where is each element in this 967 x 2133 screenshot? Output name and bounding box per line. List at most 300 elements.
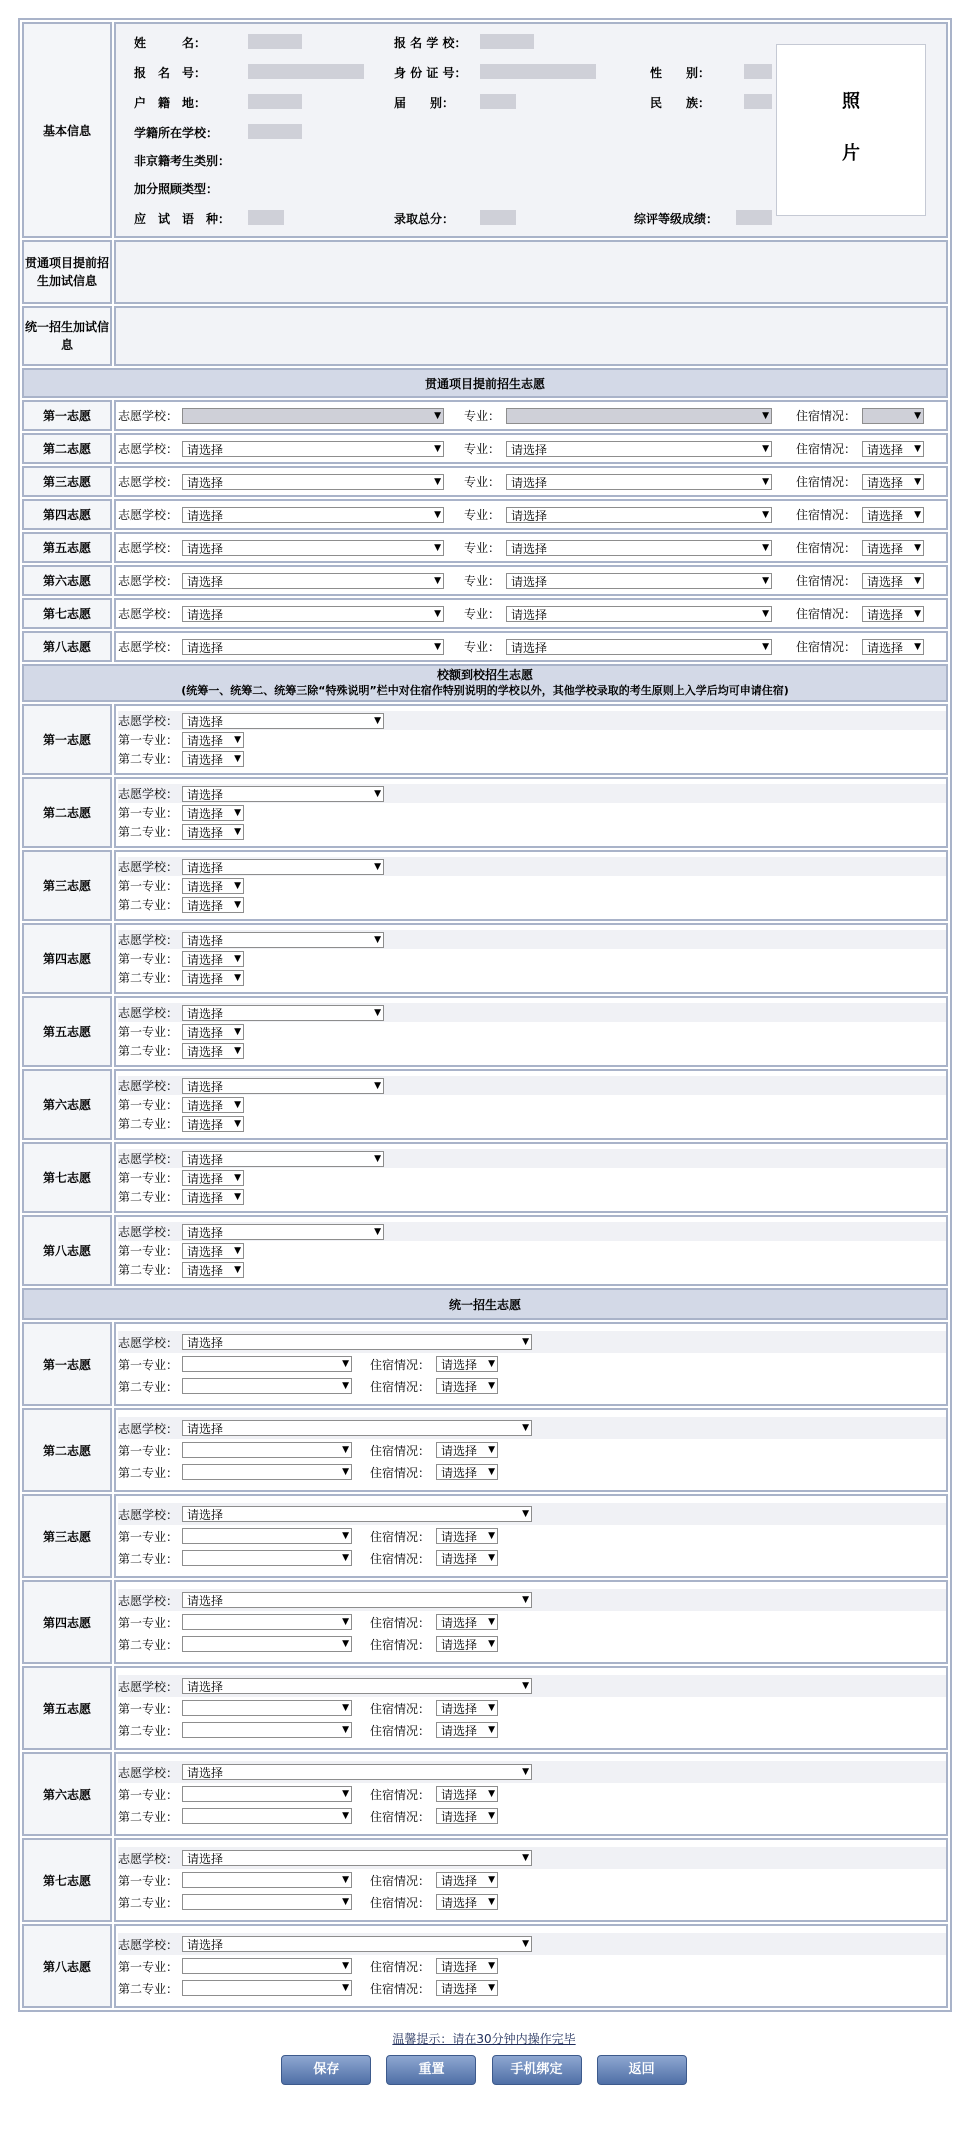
major-field-label: 专业： xyxy=(464,475,501,489)
major1-select[interactable] xyxy=(182,1528,352,1544)
chevron-down-icon: ▼ xyxy=(488,1725,496,1735)
lodging2-select-value: 请选择 xyxy=(441,1896,478,1910)
school-field-label: 志愿学校： xyxy=(118,1937,179,1952)
lodging-field-label: 住宿情况： xyxy=(370,1723,431,1738)
lodging2-select[interactable] xyxy=(436,1980,498,1996)
lodging1-select-value: 请选择 xyxy=(441,1960,478,1974)
chevron-down-icon: ▼ xyxy=(762,608,770,619)
major-select[interactable] xyxy=(506,606,772,622)
chevron-down-icon: ▼ xyxy=(234,753,242,764)
chevron-down-icon: ▼ xyxy=(488,1983,496,1993)
major-field-label: 专业： xyxy=(464,409,501,423)
lodging2-select[interactable] xyxy=(436,1378,498,1394)
school-select-value: 请选择 xyxy=(187,1336,224,1350)
lodging1-select[interactable] xyxy=(436,1700,498,1716)
major-select[interactable] xyxy=(506,540,772,556)
school-select-value: 请选择 xyxy=(187,1006,224,1021)
chevron-down-icon: ▼ xyxy=(522,1423,530,1433)
major1-field-label: 第一专业： xyxy=(118,1244,179,1258)
lodging2-select[interactable] xyxy=(436,1464,498,1480)
lodging-field-label: 住宿情况： xyxy=(370,1379,431,1394)
lodging-select[interactable] xyxy=(862,408,924,424)
chevron-down-icon: ▼ xyxy=(342,1789,350,1799)
school-select[interactable] xyxy=(182,1224,384,1240)
major-field-label: 专业： xyxy=(464,442,501,456)
unified-choice-content xyxy=(114,1494,948,1578)
reg-no-value-masked xyxy=(248,64,364,79)
school-select-value: 请选择 xyxy=(187,1680,224,1694)
lodging1-select[interactable] xyxy=(436,1614,498,1630)
major1-field-label: 第一专业： xyxy=(118,1443,179,1458)
major2-field-label: 第二专业： xyxy=(118,752,179,766)
school-select[interactable] xyxy=(182,1506,532,1522)
lodging-field-label: 住宿情况： xyxy=(370,1357,431,1372)
school-field-label: 志愿学校： xyxy=(118,787,179,801)
major1-select[interactable] xyxy=(182,1243,244,1259)
school-field-label: 志愿学校： xyxy=(118,1851,179,1866)
chevron-down-icon: ▼ xyxy=(762,641,770,652)
major1-select[interactable] xyxy=(182,1614,352,1630)
major2-select[interactable] xyxy=(182,1043,244,1059)
major-field-label: 专业： xyxy=(464,508,501,522)
chevron-down-icon: ▼ xyxy=(342,1445,350,1455)
major-field-label: 专业： xyxy=(464,574,501,588)
chevron-down-icon: ▼ xyxy=(762,443,770,454)
major-select[interactable] xyxy=(506,408,772,424)
major1-field-label: 第一专业： xyxy=(118,1171,179,1185)
grade-label: 综评等级成绩： xyxy=(634,212,719,226)
major1-select-value: 请选择 xyxy=(187,1171,224,1186)
major1-select[interactable] xyxy=(182,1097,244,1113)
chevron-down-icon: ▼ xyxy=(234,1264,242,1275)
school-choice-row xyxy=(22,1069,948,1140)
school-select[interactable] xyxy=(182,1936,532,1952)
lodging2-select[interactable] xyxy=(436,1894,498,1910)
chevron-down-icon: ▼ xyxy=(342,1553,350,1563)
unified-test-label: 统一招生加试信息 xyxy=(22,306,112,366)
school-select-value: 请选择 xyxy=(187,1766,224,1780)
school-select-value: 请选择 xyxy=(187,860,224,875)
lodging2-select-value: 请选择 xyxy=(441,1638,478,1652)
major2-select[interactable] xyxy=(182,1464,352,1480)
chevron-down-icon: ▼ xyxy=(434,608,442,619)
school-field-label: 志愿学校： xyxy=(118,860,179,874)
grade-value-masked xyxy=(736,210,772,225)
school-select[interactable] xyxy=(182,1078,384,1094)
guantong-choice-content xyxy=(114,631,948,662)
chevron-down-icon: ▼ xyxy=(522,1337,530,1347)
unified-choice-row xyxy=(22,1408,948,1492)
major1-select[interactable] xyxy=(182,1442,352,1458)
lodging-field-label: 住宿情况： xyxy=(796,475,857,489)
school-field-label: 志愿学校： xyxy=(118,409,179,423)
lodging1-select[interactable] xyxy=(436,1958,498,1974)
major2-select[interactable] xyxy=(182,1189,244,1205)
id-no-value-masked xyxy=(480,64,596,79)
school-select-value: 请选择 xyxy=(187,442,224,457)
chevron-down-icon: ▼ xyxy=(488,1381,496,1391)
lodging-field-label: 住宿情况： xyxy=(796,640,857,654)
school-select-value: 请选择 xyxy=(187,1852,224,1866)
school-choices xyxy=(22,704,948,1286)
application-page xyxy=(18,18,950,2085)
major2-select-value: 请选择 xyxy=(187,1190,224,1205)
lodging-field-label: 住宿情况： xyxy=(370,1895,431,1910)
lodging2-select[interactable] xyxy=(436,1808,498,1824)
chevron-down-icon: ▼ xyxy=(342,1531,350,1541)
major1-select[interactable] xyxy=(182,732,244,748)
school-select[interactable] xyxy=(182,408,444,424)
guantong-choice-row xyxy=(22,631,948,662)
chevron-down-icon: ▼ xyxy=(488,1445,496,1455)
major-select[interactable] xyxy=(506,441,772,457)
guantong-choice-row xyxy=(22,598,948,629)
school-section-header-cell xyxy=(22,664,948,702)
chevron-down-icon: ▼ xyxy=(234,807,242,818)
chevron-down-icon: ▼ xyxy=(342,1875,350,1885)
guantong-choice-row xyxy=(22,499,948,530)
lodging1-select[interactable] xyxy=(436,1872,498,1888)
school-select-value: 请选择 xyxy=(187,1225,224,1240)
major1-select-value: 请选择 xyxy=(187,1098,224,1113)
major2-select[interactable] xyxy=(182,1262,244,1278)
chevron-down-icon: ▼ xyxy=(434,509,442,520)
school-select[interactable] xyxy=(182,606,444,622)
lodging1-select[interactable] xyxy=(436,1442,498,1458)
unified-choice-label: 第三志愿 xyxy=(22,1494,112,1578)
guantong-choice-label: 第二志愿 xyxy=(22,433,112,464)
guantong-section-header xyxy=(22,368,948,398)
school-field-label: 志愿学校： xyxy=(118,574,179,588)
chevron-down-icon: ▼ xyxy=(234,972,242,983)
unified-choice-content xyxy=(114,1924,948,2008)
lodging-select[interactable] xyxy=(862,474,924,490)
school-select-value: 请选择 xyxy=(187,508,224,523)
school-select-value: 请选择 xyxy=(187,1508,224,1522)
major2-field-label: 第二专业： xyxy=(118,1551,179,1566)
school-select-value: 请选择 xyxy=(187,1152,224,1167)
lodging-select-value: 请选择 xyxy=(867,475,904,490)
guantong-choice-label: 第八志愿 xyxy=(22,631,112,662)
chevron-down-icon: ▼ xyxy=(522,1939,530,1949)
school-select[interactable] xyxy=(182,1678,532,1694)
lodging-select[interactable] xyxy=(862,573,924,589)
lodging-field-label: 住宿情况： xyxy=(796,442,857,456)
guantong-choice-label: 第四志愿 xyxy=(22,499,112,530)
chevron-down-icon: ▼ xyxy=(434,542,442,553)
school-select[interactable] xyxy=(182,573,444,589)
major-select[interactable] xyxy=(506,573,772,589)
major2-field-label: 第二专业： xyxy=(118,1723,179,1738)
save-button[interactable]: 保存 xyxy=(281,2055,371,2085)
major1-select[interactable] xyxy=(182,1356,352,1372)
chevron-down-icon: ▼ xyxy=(234,953,242,964)
school-select-value: 请选择 xyxy=(187,1594,224,1608)
guantong-choice-row xyxy=(22,565,948,596)
major1-select[interactable] xyxy=(182,1872,352,1888)
major-select-value: 请选择 xyxy=(511,574,548,589)
major-field-label: 专业： xyxy=(464,541,501,555)
chevron-down-icon: ▼ xyxy=(488,1897,496,1907)
school-choice-label: 第三志愿 xyxy=(22,850,112,921)
major2-select[interactable] xyxy=(182,1378,352,1394)
major2-field-label: 第二专业： xyxy=(118,825,179,839)
chevron-down-icon: ▼ xyxy=(234,1191,242,1202)
major-select[interactable] xyxy=(506,474,772,490)
lodging2-select-value: 请选择 xyxy=(441,1810,478,1824)
major2-select[interactable] xyxy=(182,1636,352,1652)
major2-select[interactable] xyxy=(182,1808,352,1824)
lodging-select-value: 请选择 xyxy=(867,607,904,622)
gender-value-masked xyxy=(744,64,772,79)
major2-select[interactable] xyxy=(182,897,244,913)
chevron-down-icon: ▼ xyxy=(914,542,922,553)
lodging-select-value: 请选择 xyxy=(867,541,904,556)
major2-select[interactable] xyxy=(182,1116,244,1132)
lodging-select-value: 请选择 xyxy=(867,640,904,655)
lodging-select[interactable] xyxy=(862,606,924,622)
chevron-down-icon: ▼ xyxy=(488,1467,496,1477)
basic-info-label: 基本信息 xyxy=(22,22,112,238)
school-choice-label: 第七志愿 xyxy=(22,1142,112,1213)
major2-select[interactable] xyxy=(182,751,244,767)
ethnic-value-masked xyxy=(744,94,772,109)
unified-choice-row xyxy=(22,1494,948,1578)
back-button[interactable]: 返回 xyxy=(597,2055,687,2085)
guantong-choice-content xyxy=(114,499,948,530)
bonus-type-label: 加分照顾类型： xyxy=(134,182,219,196)
chevron-down-icon: ▼ xyxy=(522,1595,530,1605)
chevron-down-icon: ▼ xyxy=(522,1853,530,1863)
lodging2-select-value: 请选择 xyxy=(441,1466,478,1480)
major-select[interactable] xyxy=(506,507,772,523)
school-field-label: 志愿学校： xyxy=(118,442,179,456)
lodging1-select[interactable] xyxy=(436,1356,498,1372)
lodging-select[interactable] xyxy=(862,441,924,457)
chevron-down-icon: ▼ xyxy=(522,1681,530,1691)
unified-choice-row xyxy=(22,1838,948,1922)
major1-select[interactable] xyxy=(182,805,244,821)
chevron-down-icon: ▼ xyxy=(234,1118,242,1129)
school-select[interactable] xyxy=(182,1850,532,1866)
school-select[interactable] xyxy=(182,1764,532,1780)
chevron-down-icon: ▼ xyxy=(374,861,382,872)
school-select-value: 请选择 xyxy=(187,1422,224,1436)
guantong-choices xyxy=(22,400,948,662)
chevron-down-icon: ▼ xyxy=(434,476,442,487)
major1-field-label: 第一专业： xyxy=(118,952,179,966)
major2-field-label: 第二专业： xyxy=(118,1117,179,1131)
photo-box xyxy=(776,44,926,216)
major-select-value: 请选择 xyxy=(511,640,548,655)
major1-field-label: 第一专业： xyxy=(118,1959,179,1974)
major1-select[interactable] xyxy=(182,1024,244,1040)
lodging2-select[interactable] xyxy=(436,1722,498,1738)
school-select[interactable] xyxy=(182,932,384,948)
unified-choice-row xyxy=(22,1322,948,1406)
term-value-masked xyxy=(480,94,516,109)
lodging-select[interactable] xyxy=(862,540,924,556)
school-field-label: 志愿学校： xyxy=(118,1225,179,1239)
school-field-label: 志愿学校： xyxy=(118,1152,179,1166)
chevron-down-icon: ▼ xyxy=(434,575,442,586)
chevron-down-icon: ▼ xyxy=(914,509,922,520)
hukou-value-masked xyxy=(248,94,302,109)
school-select[interactable] xyxy=(182,1334,532,1350)
chevron-down-icon: ▼ xyxy=(434,443,442,454)
unified-choice-content xyxy=(114,1322,948,1406)
school-select-value: 请选择 xyxy=(187,574,224,589)
major2-select-value: 请选择 xyxy=(187,971,224,986)
school-field-label: 志愿学校： xyxy=(118,714,179,728)
school-choice-row xyxy=(22,1215,948,1286)
major2-field-label: 第二专业： xyxy=(118,898,179,912)
school-select[interactable] xyxy=(182,474,444,490)
school-select-value: 请选择 xyxy=(187,1079,224,1094)
major2-select[interactable] xyxy=(182,1894,352,1910)
unified-section-title: 统一招生志愿 xyxy=(22,1288,948,1320)
ethnic-label: 民 族： xyxy=(650,96,711,110)
major1-select[interactable] xyxy=(182,1170,244,1186)
chevron-down-icon: ▼ xyxy=(234,880,242,891)
unified-choice-label: 第八志愿 xyxy=(22,1924,112,2008)
major1-field-label: 第一专业： xyxy=(118,1615,179,1630)
language-label: 应 试 语 种： xyxy=(134,212,231,226)
unified-test-row xyxy=(22,306,948,366)
lodging2-select[interactable] xyxy=(436,1550,498,1566)
unified-choice-content xyxy=(114,1580,948,1664)
lodging2-select[interactable] xyxy=(436,1636,498,1652)
major1-field-label: 第一专业： xyxy=(118,1873,179,1888)
school-field-label: 志愿学校： xyxy=(118,1006,179,1020)
lodging1-select[interactable] xyxy=(436,1528,498,1544)
major1-select[interactable] xyxy=(182,1786,352,1802)
lodging-field-label: 住宿情况： xyxy=(370,1465,431,1480)
unified-section-header xyxy=(22,1288,948,1320)
photo-char-1: 照 xyxy=(842,91,860,112)
school-field-label: 志愿学校： xyxy=(118,933,179,947)
chevron-down-icon: ▼ xyxy=(374,788,382,799)
school-field-label: 志愿学校： xyxy=(118,607,179,621)
unified-choice-label: 第五志愿 xyxy=(22,1666,112,1750)
lodging1-select-value: 请选择 xyxy=(441,1702,478,1716)
major-select-value: 请选择 xyxy=(511,607,548,622)
major2-select-value: 请选择 xyxy=(187,825,224,840)
lodging2-select-value: 请选择 xyxy=(441,1380,478,1394)
lodging-select-value: 请选择 xyxy=(867,574,904,589)
major-select-value: 请选择 xyxy=(511,475,548,490)
major-select[interactable] xyxy=(506,639,772,655)
chevron-down-icon: ▼ xyxy=(914,575,922,586)
guantong-test-content xyxy=(114,240,948,304)
lodging-field-label: 住宿情况： xyxy=(796,574,857,588)
footer-hint: 温馨提示：请在30分钟内操作完毕 xyxy=(392,2032,576,2046)
school-select[interactable] xyxy=(182,1151,384,1167)
guantong-choice-label: 第六志愿 xyxy=(22,565,112,596)
gender-label: 性 别： xyxy=(650,66,711,80)
chevron-down-icon: ▼ xyxy=(488,1359,496,1369)
school-select[interactable] xyxy=(182,507,444,523)
chevron-down-icon: ▼ xyxy=(342,1811,350,1821)
lodging-field-label: 住宿情况： xyxy=(370,1551,431,1566)
chevron-down-icon: ▼ xyxy=(374,1007,382,1018)
lodging-field-label: 住宿情况： xyxy=(370,1787,431,1802)
major2-select[interactable] xyxy=(182,1980,352,1996)
guantong-choice-content xyxy=(114,598,948,629)
phone-bind-button[interactable]: 手机绑定 xyxy=(492,2055,582,2085)
major2-select[interactable] xyxy=(182,1550,352,1566)
school-choice-label: 第五志愿 xyxy=(22,996,112,1067)
chevron-down-icon: ▼ xyxy=(342,1639,350,1649)
lodging1-select-value: 请选择 xyxy=(441,1874,478,1888)
major1-select[interactable] xyxy=(182,951,244,967)
guantong-choice-label: 第一志愿 xyxy=(22,400,112,431)
school-select-value: 请选择 xyxy=(187,475,224,490)
school-select-value: 请选择 xyxy=(187,714,224,729)
school-select[interactable] xyxy=(182,441,444,457)
major2-field-label: 第二专业： xyxy=(118,1637,179,1652)
major1-select[interactable] xyxy=(182,1700,352,1716)
school-select[interactable] xyxy=(182,713,384,729)
reset-button[interactable]: 重置 xyxy=(386,2055,476,2085)
school-select[interactable] xyxy=(182,540,444,556)
lodging-select[interactable] xyxy=(862,639,924,655)
school-select-value: 请选择 xyxy=(187,1938,224,1952)
lodging1-select[interactable] xyxy=(436,1786,498,1802)
school-select[interactable] xyxy=(182,1420,532,1436)
school-select[interactable] xyxy=(182,1005,384,1021)
school-select-value: 请选择 xyxy=(187,541,224,556)
unified-choice-content xyxy=(114,1408,948,1492)
lodging-field-label: 住宿情况： xyxy=(370,1981,431,1996)
lodging2-select-value: 请选择 xyxy=(441,1724,478,1738)
chevron-down-icon: ▼ xyxy=(762,542,770,553)
major2-select[interactable] xyxy=(182,1722,352,1738)
school-select[interactable] xyxy=(182,859,384,875)
chevron-down-icon: ▼ xyxy=(374,1153,382,1164)
chevron-down-icon: ▼ xyxy=(342,1961,350,1971)
school-select[interactable] xyxy=(182,639,444,655)
lodging-select[interactable] xyxy=(862,507,924,523)
chevron-down-icon: ▼ xyxy=(762,410,770,421)
school-field-label: 志愿学校： xyxy=(118,1335,179,1350)
major2-select[interactable] xyxy=(182,970,244,986)
guantong-test-label: 贯通项目提前招生加试信息 xyxy=(22,240,112,304)
lodging1-select-value: 请选择 xyxy=(441,1616,478,1630)
major1-select[interactable] xyxy=(182,878,244,894)
major1-field-label: 第一专业： xyxy=(118,1701,179,1716)
guantong-choice-content xyxy=(114,532,948,563)
major1-field-label: 第一专业： xyxy=(118,1025,179,1039)
unified-choice-row xyxy=(22,1580,948,1664)
school-select[interactable] xyxy=(182,1592,532,1608)
lodging-field-label: 住宿情况： xyxy=(370,1873,431,1888)
major2-select[interactable] xyxy=(182,824,244,840)
major1-select[interactable] xyxy=(182,1958,352,1974)
major2-select-value: 请选择 xyxy=(187,752,224,767)
school-select[interactable] xyxy=(182,786,384,802)
school-select-value: 请选择 xyxy=(187,787,224,802)
unified-choices xyxy=(22,1322,948,2008)
school-choice-content xyxy=(114,1069,948,1140)
major2-field-label: 第二专业： xyxy=(118,1263,179,1277)
non-bj-type-label: 非京籍考生类别： xyxy=(134,154,231,168)
school-select-value: 请选择 xyxy=(187,607,224,622)
chevron-down-icon: ▼ xyxy=(234,1026,242,1037)
unified-choice-label: 第七志愿 xyxy=(22,1838,112,1922)
guantong-choice-label: 第五志愿 xyxy=(22,532,112,563)
school-field-label: 志愿学校： xyxy=(118,1079,179,1093)
